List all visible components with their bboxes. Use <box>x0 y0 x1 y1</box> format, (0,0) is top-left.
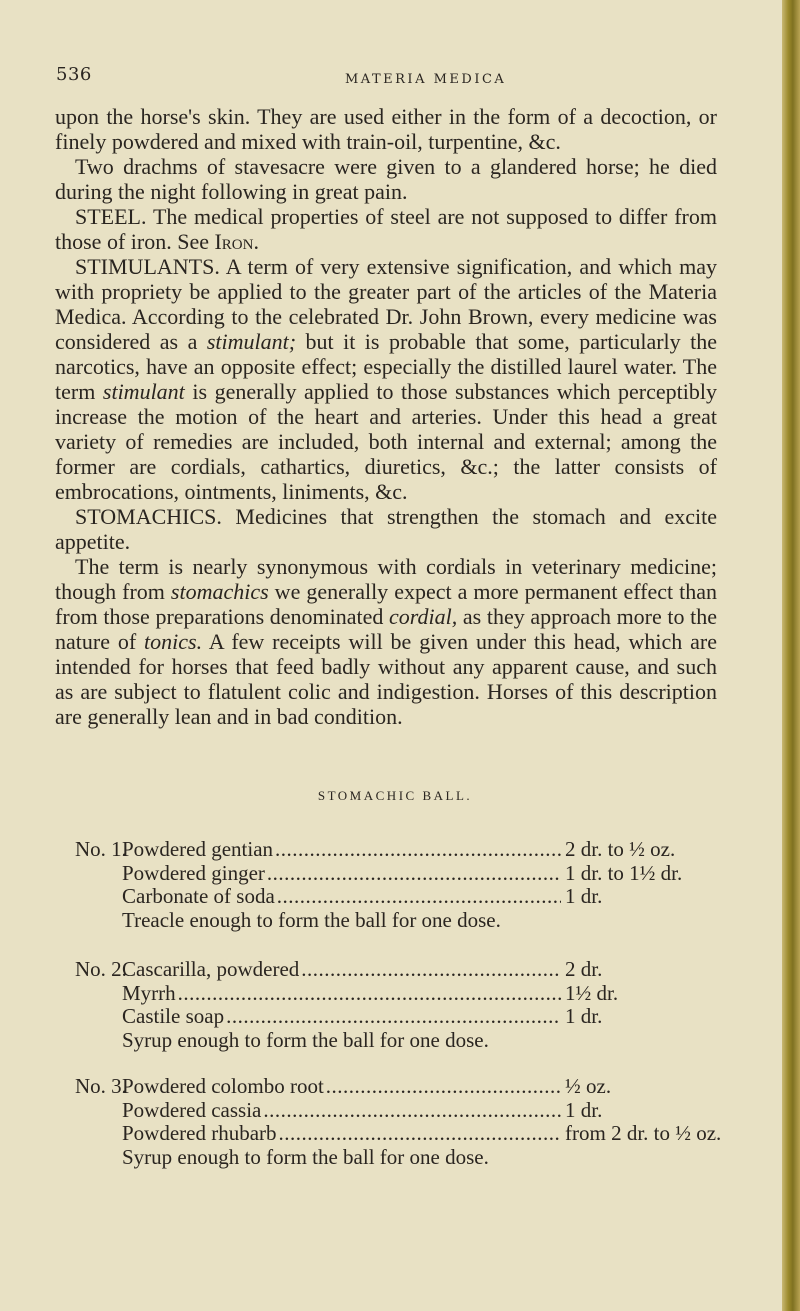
recipe-line <box>75 1005 715 1029</box>
dose: 1 dr. <box>565 1004 603 1028</box>
recipe-1 <box>75 838 715 932</box>
italic-stomachics: stomachics <box>170 579 269 604</box>
italic-stimulant-2: stimulant <box>102 379 185 404</box>
page-edge <box>782 0 800 1311</box>
leader-dots <box>324 1075 561 1099</box>
recipe-number: No. 2. <box>75 957 127 981</box>
page-number: 536 <box>56 64 92 85</box>
italic-cordial: cordial, <box>389 604 458 629</box>
recipe-line <box>75 885 715 909</box>
detail-text-b: we generally expect a more permanent effect than from those preparations denominated <box>55 579 717 629</box>
entry-text-stimulants-b: but it is probable that some, particularly the narcotics, have an opposite effect; especially the distilled laurel water. The term <box>55 329 717 404</box>
entry-text-stimulants-c: is generally applied to those substances which perceptibly increase the motion of the heart and arteries. Under this head a great variety of remedies are included, both internal and external; among the former are cordials, cathartics, diuretics, &c.; the latter consists of embrocations, ointments, liniments, &c. <box>55 379 717 504</box>
leader-dots <box>273 838 561 862</box>
leader-dots <box>277 1122 561 1146</box>
body-text <box>55 104 717 729</box>
dose: 1½ dr. <box>565 980 619 1005</box>
recipe-note: Syrup enough to form the ball for one dose. <box>122 1144 489 1169</box>
entry-text-stimulants-a: A term of very extensive signification, and which may with propriety be applied to the greater part of the articles of the Materia Medica. According to the celebrated Dr. John Brown, every medicine was considered as a <box>55 254 717 354</box>
ingredient: Powdered cassia <box>122 1097 262 1122</box>
ingredient: Powdered gentian <box>122 837 274 861</box>
recipe-line <box>75 838 715 862</box>
ingredient: Powdered rhubarb <box>122 1121 277 1145</box>
entry-term-steel: STEEL. <box>75 204 147 229</box>
dose: 1 dr. <box>565 1097 603 1122</box>
leader-dots <box>299 958 561 982</box>
recipe-2 <box>75 958 715 1052</box>
entry-term-stomachics: STOMACHICS. <box>75 504 222 529</box>
running-head: MATERIA MEDICA <box>345 72 507 87</box>
detail-text-a: The term is nearly synonymous with cordials in veterinary medicine; though from <box>55 554 717 604</box>
dose: ½ oz. <box>565 1074 612 1098</box>
ingredient: Cascarilla, powdered <box>122 957 300 981</box>
entry-stomachics <box>55 504 717 554</box>
entry-term-stimulants: STIMULANTS. <box>75 254 220 279</box>
ingredient: Castile soap <box>122 1004 225 1028</box>
dose: 1 dr. <box>565 884 603 908</box>
entry-end-steel: . <box>253 229 259 254</box>
entry-text-steel: The medical properties of steel are not supposed to differ from those of iron. See <box>55 204 717 254</box>
section-heading: STOMACHIC BALL. <box>317 788 473 803</box>
dose: from 2 dr. to ½ oz. <box>565 1121 722 1145</box>
recipe-note: Syrup enough to form the ball for one dose. <box>122 1027 489 1052</box>
ingredient: Powdered colombo root <box>122 1074 324 1098</box>
recipe-line <box>75 1075 715 1099</box>
recipe-note: Treacle enough to form the ball for one dose. <box>122 907 501 932</box>
italic-stimulant-1: stimulant; <box>206 329 297 354</box>
recipe-number: No. 1. <box>75 837 127 861</box>
recipe-line <box>75 862 715 886</box>
cross-reference-iron: Iron <box>214 229 254 254</box>
recipe-number: No. 3. <box>75 1074 127 1098</box>
recipe-line <box>75 982 715 1006</box>
recipe-3 <box>75 1074 722 1169</box>
leader-dots <box>176 982 561 1006</box>
ingredient: Carbonate of soda <box>122 884 275 908</box>
recipe-line <box>75 1099 715 1123</box>
entry-steel <box>55 204 717 254</box>
recipe-line <box>75 1121 722 1146</box>
leader-dots <box>275 885 561 909</box>
leader-dots <box>261 1099 561 1123</box>
detail-text-c: as they approach more to the nature of <box>55 604 717 654</box>
leader-dots <box>265 862 561 886</box>
dose: 1 dr. to 1½ dr. <box>565 860 683 885</box>
detail-text-d: A few receipts will be given under this head, which are intended for horses that feed badly without any apparent cause, and such as are subject to flatulent colic and indigestion. Horses of this description are generally lean and in bad condition. <box>55 629 717 729</box>
dose: 2 dr. <box>565 957 603 981</box>
ingredient: Powdered ginger <box>122 860 265 885</box>
dose: 2 dr. to ½ oz. <box>565 837 676 861</box>
paragraph-stomachics-detail <box>55 554 717 729</box>
recipe-line <box>75 958 715 982</box>
leader-dots <box>224 1005 561 1029</box>
italic-tonics: tonics. <box>144 629 203 654</box>
paragraph-stavesacre: Two drachms of stavesacre were given to a glandered horse; he died during the night following in great pain. <box>55 154 717 204</box>
ingredient: Myrrh <box>122 980 176 1005</box>
entry-stimulants <box>55 254 717 504</box>
paragraph-continuation: upon the horse's skin. They are used either in the form of a decoction, or finely powdered and mixed with train-oil, turpentine, &c. <box>55 104 717 154</box>
entry-text-stomachics: Medicines that strengthen the stomach and excite appetite. <box>55 504 717 554</box>
